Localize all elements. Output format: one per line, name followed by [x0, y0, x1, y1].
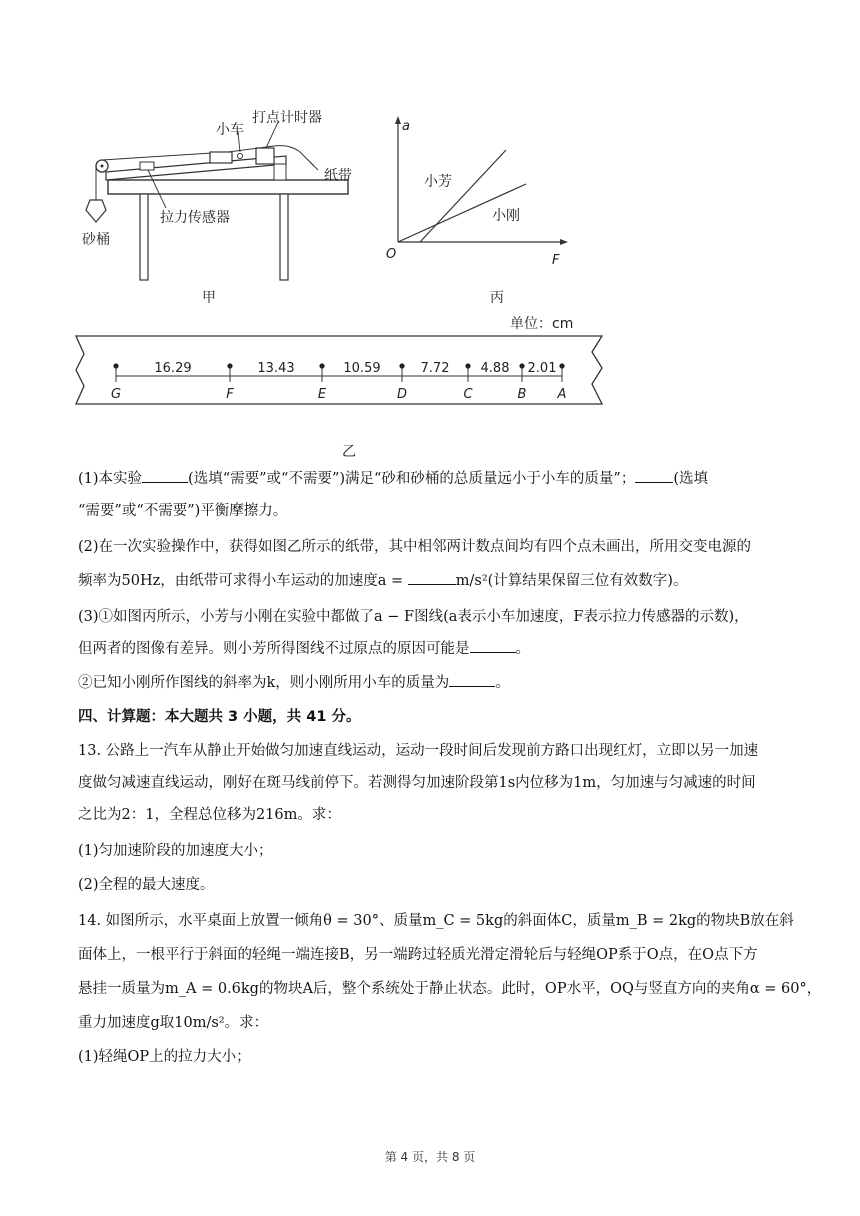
q13-line2: 度做匀减速直线运动，刚好在斑马线前停下。若测得匀加速阶段第1s内位移为1m，匀加速与匀减速的时间: [78, 775, 756, 791]
q14-subq1: (1)轻绳OP上的拉力大小；: [78, 1049, 251, 1065]
tape-point-label-B: B: [517, 387, 527, 402]
tape-point-F: [227, 363, 232, 368]
figure-bing-graph: [380, 112, 580, 312]
tape-segment-1: 16.29: [154, 361, 192, 376]
tape-segment-2: 13.43: [257, 361, 295, 376]
tape-segment-3: 10.59: [343, 361, 381, 376]
tape-point-label-F: F: [226, 387, 234, 402]
answer-blank-2[interactable]: [635, 468, 673, 483]
label-xiaogang: 小刚: [492, 208, 520, 224]
q14-line2: 面体上，一根平行于斜面的轻绳一端连接B，另一端跨过轻质光滑定滑轮后与轻绳OP系于O点，在O点下方: [78, 947, 758, 963]
board-support: [274, 164, 286, 180]
tape-point-E: [319, 363, 324, 368]
label-tape: 纸带: [324, 168, 352, 184]
force-sensor-icon: [140, 162, 154, 170]
answer-blank-3[interactable]: [408, 570, 456, 585]
table-top: [108, 180, 348, 194]
table-leg-right: [280, 194, 288, 280]
cart-icon: [210, 152, 232, 163]
sand-bucket-icon: [86, 200, 106, 222]
label-sensor: 拉力传感器: [160, 210, 230, 226]
q13-line3: 之比为2：1，全程总位移为216m。求：: [78, 807, 341, 823]
axis-label-a: a: [402, 119, 410, 134]
q12-part1-line1: (1)本实验 (选填“需要”或“不需要”)满足“砂和砂桶的总质量远小于小车的质量”； (选填: [78, 468, 788, 490]
tape-point-B: [519, 363, 524, 368]
q14-line4: 重力加速度g取10m/s²。求：: [78, 1015, 269, 1031]
q14-line3: 悬挂一质量为m_A = 0.6kg的物块A后，整个系统处于静止状态。此时，OP水平，OQ与竖直方向的夹角α = 60°，: [78, 981, 822, 997]
origin-label: O: [386, 247, 397, 262]
tape-point-D: [399, 363, 404, 368]
tape-point-label-C: C: [463, 387, 473, 402]
unit-label: 单位：cm: [510, 316, 574, 332]
label-timer: 打点计时器: [252, 110, 322, 126]
page-footer: 第 4 页，共 8 页: [384, 1150, 476, 1164]
label-xiaofang: 小芳: [424, 174, 452, 190]
table-leg-left: [140, 194, 148, 280]
tape-segment-6: 2.01: [527, 361, 557, 376]
answer-blank-4[interactable]: [470, 638, 516, 653]
q13-line1: 13. 公路上一汽车从静止开始做匀加速直线运动，运动一段时间后发现前方路口出现红灯，立即以另一加速: [78, 743, 759, 759]
label-cart: 小车: [216, 122, 244, 138]
caption-jia: 甲: [202, 290, 216, 306]
tape-point-C: [465, 363, 470, 368]
caption-yi: 乙: [342, 444, 356, 460]
tape-point-A: [559, 363, 564, 368]
label-bucket: 砂桶: [82, 232, 110, 248]
answer-blank-5[interactable]: [449, 672, 495, 687]
tape-point-G: [113, 363, 118, 368]
figure-yi-tape: [70, 312, 610, 462]
tape-point-label-E: E: [317, 387, 327, 402]
answer-blank-1[interactable]: [142, 468, 188, 483]
tape-segment-5: 4.88: [480, 361, 510, 376]
q12-part4: ②已知小刚所作图线的斜率为k，则小刚所用小车的质量为 。: [78, 672, 788, 694]
tape-segment-4: 7.72: [420, 361, 450, 376]
axis-label-F: F: [552, 253, 560, 268]
line-xiaofang: [420, 150, 506, 242]
timer-icon: [256, 148, 274, 164]
section-heading-4: 四、计算题：本大题共 3 小题，共 41 分。: [78, 709, 361, 725]
q12-part2-line2: 频率为50Hz，由纸带可求得小车运动的加速度a = m/s²(计算结果保留三位有效数字)。: [78, 570, 788, 592]
figure-jia-apparatus: [78, 100, 378, 310]
q12-part2-line1: (2)在一次实验操作中，获得如图乙所示的纸带，其中相邻两计数点间均有四个点未画出，所用交变电源的: [78, 539, 752, 555]
q12-part3-line2: 但两者的图像有差异。则小芳所得图线不过原点的原因可能是 。: [78, 638, 788, 660]
q12-part1-line2: “需要”或“不需要”)平衡摩擦力。: [78, 503, 288, 519]
caption-bing: 丙: [490, 290, 504, 306]
tape-point-label-D: D: [396, 387, 408, 402]
tape-point-label-A: A: [557, 387, 567, 402]
q13-subq1: (1)匀加速阶段的加速度大小；: [78, 843, 273, 859]
q13-subq2: (2)全程的最大速度。: [78, 877, 215, 893]
tape-point-label-G: G: [110, 387, 122, 402]
q12-part3-line1: (3)①如图丙所示，小芳与小刚在实验中都做了a − F图线(a表示小车加速度，F表示拉力传感器的示数)，: [78, 609, 749, 625]
q14-line1: 14. 如图所示，水平桌面上放置一倾角θ = 30°、质量m_C = 5kg的斜面体C，质量m_B = 2kg的物块B放在斜: [78, 913, 794, 929]
